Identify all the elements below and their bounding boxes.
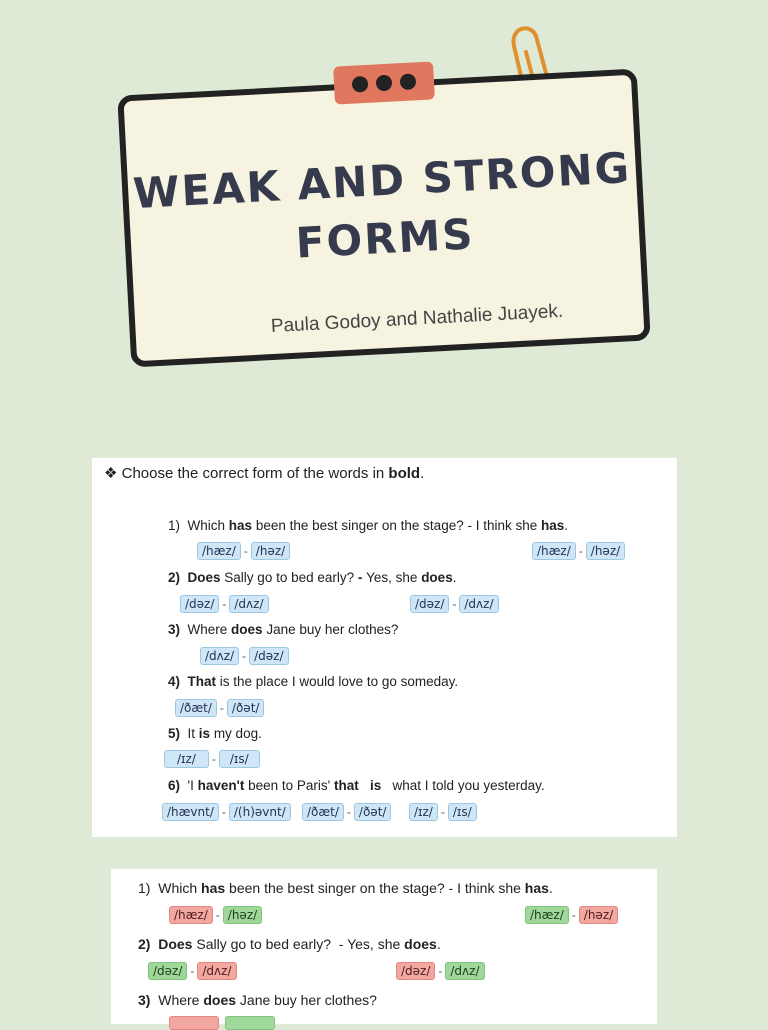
answer-chips-3a [169,1016,275,1030]
option-chip[interactable]: /ðæt/ [175,699,217,717]
chips-q2b: /dəz/ - /dʌz/ [410,595,499,613]
option-chip[interactable]: /hæz/ [532,542,576,560]
exercise-panel [92,458,677,837]
option-chip[interactable]: /həz/ [586,542,625,560]
question-3: 3) Where does Jane buy her clothes? [168,622,399,637]
option-chip[interactable]: /dʌz/ [200,647,239,665]
answer-chip-correct: /həz/ [223,906,262,924]
answer-chips-1b: /hæz/ - /həz/ [525,906,618,924]
question-5: 5) It is my dog. [168,726,262,741]
chips-q2a: /dəz/ - /dʌz/ [180,595,269,613]
title-card [117,69,651,368]
chips-q1a: /hæz/ - /həz/ [197,542,290,560]
question-6: 6) 'I haven't been to Paris' that is what I told you yesterday. [168,778,545,793]
option-chip[interactable]: /ðət/ [227,699,265,717]
chips-q1b: /hæz/ - /həz/ [532,542,625,560]
question-1: 1) Which has been the best singer on the stage? - I think she has. [168,518,569,533]
chips-q6b: /ðæt/ - /ðət/ [302,803,391,821]
question-4: 4) That is the place I would love to go someday. [168,674,459,689]
option-chip[interactable]: /hæz/ [197,542,241,560]
answer-chip-wrong: /hæz/ [169,906,213,924]
window-dots [333,61,435,104]
question-2: 2) Does Sally go to bed early? - Yes, she does. [168,570,457,585]
option-chip[interactable]: /ɪz/ [164,750,209,768]
option-chip[interactable]: /həz/ [251,542,290,560]
option-chip[interactable]: /ɪs/ [448,803,477,821]
option-chip[interactable]: /ðæt/ [302,803,344,821]
chips-q5a: /ɪz/ - /ɪs/ [164,750,260,768]
instruction: ❖ Choose the correct form of the words in bold. [104,465,425,482]
option-chip[interactable]: /ɪs/ [219,750,260,768]
answer-chips-1a: /hæz/ - /həz/ [169,906,262,924]
authors: Paula Godoy and Nathalie Juayek. [270,300,564,338]
answer-chip-correct [225,1016,275,1030]
answer-chip-wrong: /dʌz/ [197,962,236,980]
answer-chips-2b: /dəz/ - /dʌz/ [396,962,485,980]
option-chip[interactable]: /(h)əvnt/ [229,803,291,821]
option-chip[interactable]: /dʌz/ [459,595,498,613]
answer-chip-wrong [169,1016,219,1030]
answer-chip-correct: /dʌz/ [445,962,484,980]
answer-chip-correct: /dəz/ [148,962,187,980]
page-title [127,139,640,281]
chips-q3a: /dʌz/ - /dəz/ [200,647,289,665]
option-chip[interactable]: /ɪz/ [409,803,438,821]
answer-chip-wrong: /həz/ [579,906,618,924]
bullet-icon: ❖ [104,465,118,482]
option-chip[interactable]: /dəz/ [249,647,288,665]
option-chip[interactable]: /hævnt/ [162,803,219,821]
dot-icon [376,75,393,92]
option-chip[interactable]: /dʌz/ [229,595,268,613]
option-chip[interactable]: /dəz/ [180,595,219,613]
title-line-1: WEAK AND STRONG [131,143,633,219]
chips-q6c: /ɪz/ - /ɪs/ [409,803,477,821]
answer-1: 1) Which has been the best singer on the stage? - I think she has. [138,880,553,896]
option-chip[interactable]: /ðət/ [354,803,392,821]
dot-icon [352,76,369,93]
answer-chip-wrong: /dəz/ [396,962,435,980]
answers-panel [111,869,657,1024]
title-line-2: FORMS [294,209,476,268]
answer-chips-2a: /dəz/ - /dʌz/ [148,962,237,980]
dot-icon [400,73,417,90]
chips-q6a: /hævnt/ - /(h)əvnt/ [162,803,291,821]
answer-2: 2) Does Sally go to bed early? - Yes, she does. [138,936,441,952]
answer-chip-correct: /hæz/ [525,906,569,924]
chips-q4a: /ðæt/ - /ðət/ [175,699,264,717]
answer-3: 3) Where does Jane buy her clothes? [138,992,377,1008]
option-chip[interactable]: /dəz/ [410,595,449,613]
